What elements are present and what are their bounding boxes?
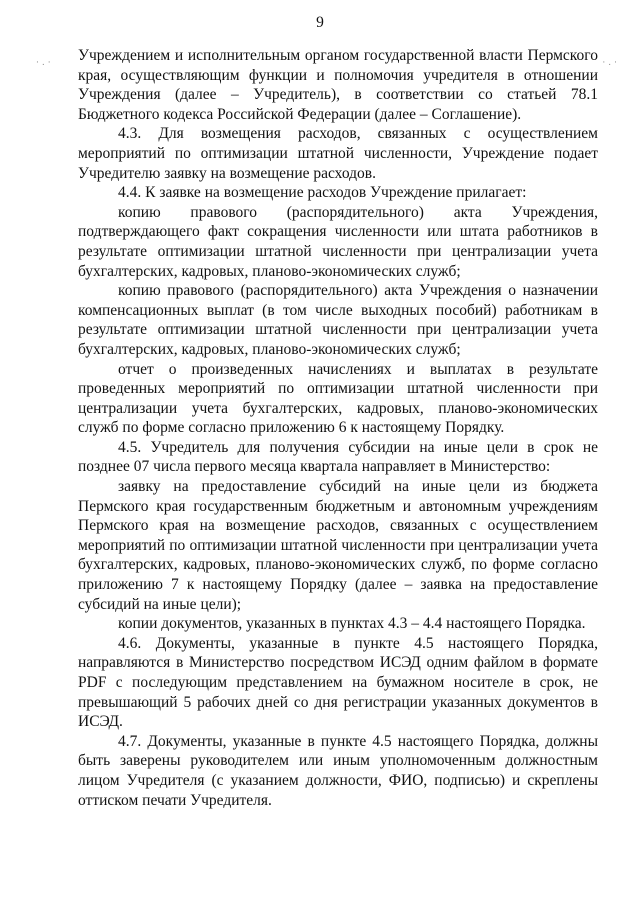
paragraph-4-4-item-1: копию правового (распорядительного) акта Учреждения, подтверждающего факт сокращения численности или штата работников в результате оптимизации штатной численности при централизации учета бухгалтерских, кадровых, планово-экономических служб;: [78, 203, 598, 280]
paragraph-4-3: 4.3. Для возмещения расходов, связанных с осуществлением мероприятий по оптимизации штатной численности, Учреждение подает Учредителю заявку на возмещение расходов.: [78, 125, 598, 182]
paragraph-4-5-item-1: заявку на предоставление субсидий на иные цели из бюджета Пермского края государственным бюджетным и автономным учреждениям Пермского края на возмещение расходов, связанных с осуществлением мероприятий по оптимизации штатной численности при централизации учета бухгалтерских, кадровых, планово-экономических служб, по форме согласно приложению 7 к настоящему Порядку (далее – заявка на предоставление субсидий на иные цели);: [78, 478, 598, 613]
page-number: 9: [316, 14, 324, 31]
paragraph-4-7: 4.7. Документы, указанные в пункте 4.5 настоящего Порядка, должны быть заверены руководителем или иным уполномоченным должностным лицом Учредителя (с указанием должности, ФИО, подписью) и скреплены оттиском печати Учредителя.: [78, 732, 598, 809]
scan-artifact-right: ·.·: [602, 58, 620, 68]
document-body: [78, 46, 598, 810]
paragraph-4-4-item-3: отчет о произведенных начислениях и выплатах в результате проведенных мероприятий по оптимизации штатной численности при централизации учета бухгалтерских, кадровых, планово-экономических служб по форме согласно приложению 6 к настоящему Порядку.: [78, 360, 598, 437]
scan-artifact-left: ·.·: [36, 58, 54, 68]
paragraph-continuation: Учреждением и исполнительным органом государственной власти Пермского края, осуществляющим функции и полномочия учредителя в отношении Учреждения (далее – Учредитель), в соответствии со статьей 78.1 Бюджетного кодекса Российской Федерации (далее – Соглашение).: [78, 47, 598, 123]
paragraph-4-4: 4.4. К заявке на возмещение расходов Учреждение прилагает:: [118, 184, 527, 202]
paragraph-4-4-item-2: копию правового (распорядительного) акта Учреждения о назначении компенсационных выплат (в том числе выходных пособий) работникам в результате оптимизации штатной численности при централизации учета бухгалтерских, кадровых, планово-экономических служб;: [78, 282, 598, 358]
paragraph-4-5: 4.5. Учредитель для получения субсидии на иные цели в срок не позднее 07 числа первого месяца квартала направляет в Министерство:: [78, 438, 598, 476]
paragraph-4-6: 4.6. Документы, указанные в пункте 4.5 настоящего Порядка, направляются в Министерство посредством ИСЭД одним файлом в формате PDF с последующим представлением на бумажном носителе в срок, не превышающий 5 рабочих дней со дня регистрации указанных документов в ИСЭД.: [78, 634, 598, 731]
paragraph-4-5-item-2: копии документов, указанных в пунктах 4.3 – 4.4 настоящего Порядка.: [118, 615, 586, 633]
